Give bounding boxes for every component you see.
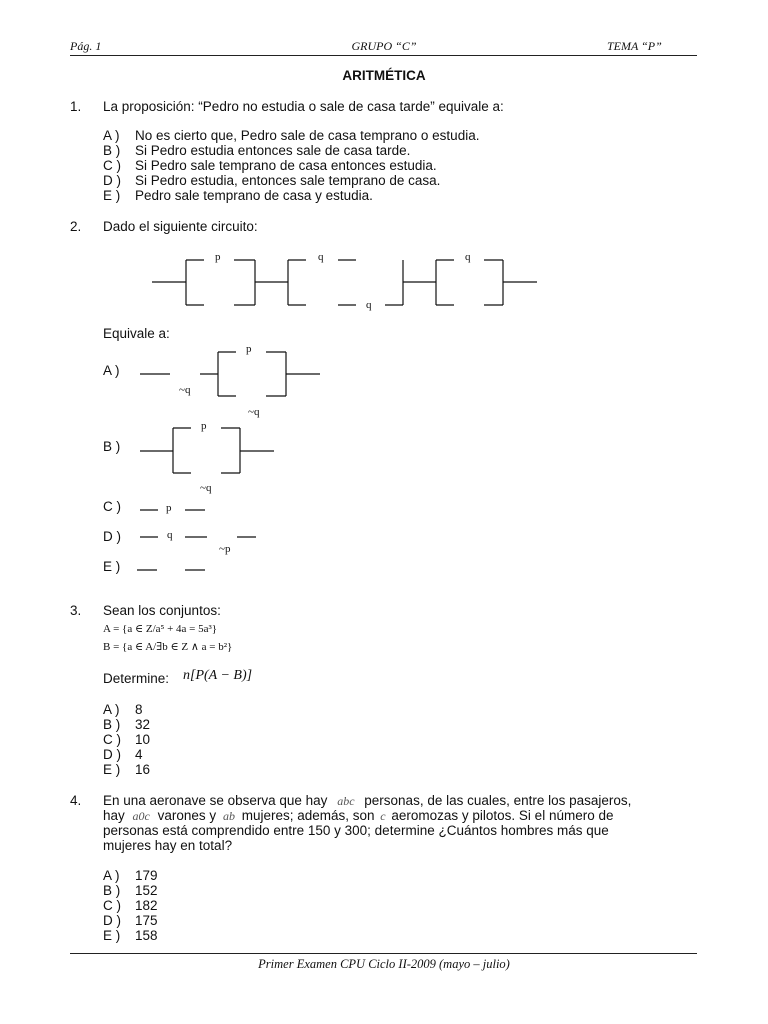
q3-determine-expression: n[P(A − B)] xyxy=(183,668,253,683)
group-label: GRUPO “C” xyxy=(351,39,417,53)
q2-option-a-label: A ) xyxy=(103,363,120,378)
q3-set-a: A = {a ∈ Z/a⁵ + 4a = 5a³} xyxy=(103,623,218,635)
q1-text: La proposición: “Pedro no estudia o sale de casa tarde” equivale a: xyxy=(103,99,504,114)
page-title: ARITMÉTICA xyxy=(342,68,426,83)
q4-option-c-text: 182 xyxy=(135,898,158,913)
page-number: Pág. 1 xyxy=(70,39,102,53)
q2-option-a-switch-3: ~q xyxy=(248,406,260,418)
q3-option-d-text: 4 xyxy=(135,747,143,762)
q2-option-d-diagram xyxy=(140,529,256,555)
q1-option-a-text: No es cierto que, Pedro sale de casa temprano o estudia. xyxy=(135,128,480,143)
q2-option-c-diagram xyxy=(140,502,205,514)
q3-determine-label: Determine: xyxy=(103,671,170,686)
q2-option-b-diagram xyxy=(140,420,274,494)
circuit-switch-q-bottom: q xyxy=(366,299,372,311)
q2-option-c-label: C ) xyxy=(103,499,121,514)
circuit-switch-p: p xyxy=(215,251,221,263)
q2-equivale-label: Equivale a: xyxy=(103,326,170,341)
q1-option-d-label: D ) xyxy=(103,173,121,188)
q2-option-d-label: D ) xyxy=(103,529,121,544)
q1-option-d-text: Si Pedro estudia, entonces sale temprano de casa. xyxy=(135,173,441,188)
circuit-switch-q-right: q xyxy=(465,251,471,263)
q4-line-3: personas está comprendido entre 150 y 300; determine ¿Cuántos hombres más que xyxy=(103,823,609,838)
q3-number: 3. xyxy=(70,603,82,618)
q2-text: Dado el siguiente circuito: xyxy=(103,219,258,234)
q3-option-c-label: C ) xyxy=(103,732,121,747)
q2-option-a-diagram xyxy=(140,343,320,418)
q1-option-b-label: B ) xyxy=(103,143,121,158)
q3-option-e-label: E ) xyxy=(103,762,121,777)
q4-option-e-text: 158 xyxy=(135,928,158,943)
q3-option-a-label: A ) xyxy=(103,702,120,717)
q4-line-4: mujeres hay en total? xyxy=(103,838,233,853)
q4-line-2-mujeres: mujeres; además, son xyxy=(241,808,375,823)
q3-option-d-label: D ) xyxy=(103,747,121,762)
q4-ab: ab xyxy=(222,809,235,823)
q2-option-b-switch-2: ~q xyxy=(200,482,212,494)
q2-option-d-switch-2: ~p xyxy=(219,543,231,555)
circuit-switch-q-top: q xyxy=(318,251,324,263)
q3-option-b-label: B ) xyxy=(103,717,121,732)
q1-option-e-label: E ) xyxy=(103,188,121,203)
q1-option-e-text: Pedro sale temprano de casa y estudia. xyxy=(135,188,373,203)
q4-option-b-label: B ) xyxy=(103,883,121,898)
q3-option-a-text: 8 xyxy=(135,702,143,717)
q4-abc: abc xyxy=(337,794,355,808)
q2-option-c-switch-1: p xyxy=(166,502,172,514)
q2-option-e-label: E ) xyxy=(103,559,121,574)
q1-option-a-label: A ) xyxy=(103,128,120,143)
q3-option-e-text: 16 xyxy=(135,762,151,777)
q4-option-e-label: E ) xyxy=(103,928,121,943)
main-circuit xyxy=(152,251,537,311)
q3-option-c-text: 10 xyxy=(135,732,151,747)
footer-text: Primer Examen CPU Ciclo II-2009 (mayo – julio) xyxy=(258,957,510,971)
q3-set-b: B = {a ∈ A/∃b ∈ Z ∧ a = b²} xyxy=(103,641,233,653)
q1-option-c-label: C ) xyxy=(103,158,121,173)
q4-line-2-varones: varones y xyxy=(157,808,217,823)
q3-text: Sean los conjuntos: xyxy=(103,603,221,618)
q2-option-b-switch-1: p xyxy=(201,420,207,432)
q4-option-b-text: 152 xyxy=(135,883,158,898)
q4-line-1-end: personas, de las cuales, entre los pasajeros, xyxy=(364,793,632,808)
q4-line-2-end: aeromozas y pilotos. Si el número de xyxy=(391,808,614,823)
q1-option-c-text: Si Pedro sale temprano de casa entonces estudia. xyxy=(135,158,437,173)
q2-option-d-switch-1: q xyxy=(167,529,173,541)
q4-line-1-start: En una aeronave se observa que hay xyxy=(103,793,328,808)
q2-number: 2. xyxy=(70,219,82,234)
q4-number: 4. xyxy=(70,793,82,808)
q4-option-a-text: 179 xyxy=(135,868,158,883)
q4-option-d-label: D ) xyxy=(103,913,121,928)
q4-option-c-label: C ) xyxy=(103,898,121,913)
q4-option-d-text: 175 xyxy=(135,913,158,928)
q3-option-b-text: 32 xyxy=(135,717,151,732)
q2-option-b-label: B ) xyxy=(103,439,121,454)
q4-line-2 xyxy=(103,808,614,824)
theme-label: TEMA “P” xyxy=(607,39,662,53)
q4-option-a-label: A ) xyxy=(103,868,120,883)
q4-line-1 xyxy=(103,793,631,809)
q1-option-b-text: Si Pedro estudia entonces sale de casa tarde. xyxy=(135,143,411,158)
q4-line-2-start: hay xyxy=(103,808,125,823)
q4-c: c xyxy=(380,809,386,823)
q1-number: 1. xyxy=(70,99,82,114)
footer-rule xyxy=(70,953,697,954)
q2-option-a-switch-1: ~q xyxy=(179,384,191,396)
q2-option-a-switch-2: p xyxy=(246,343,252,355)
q4-a0c: a0c xyxy=(132,809,150,823)
